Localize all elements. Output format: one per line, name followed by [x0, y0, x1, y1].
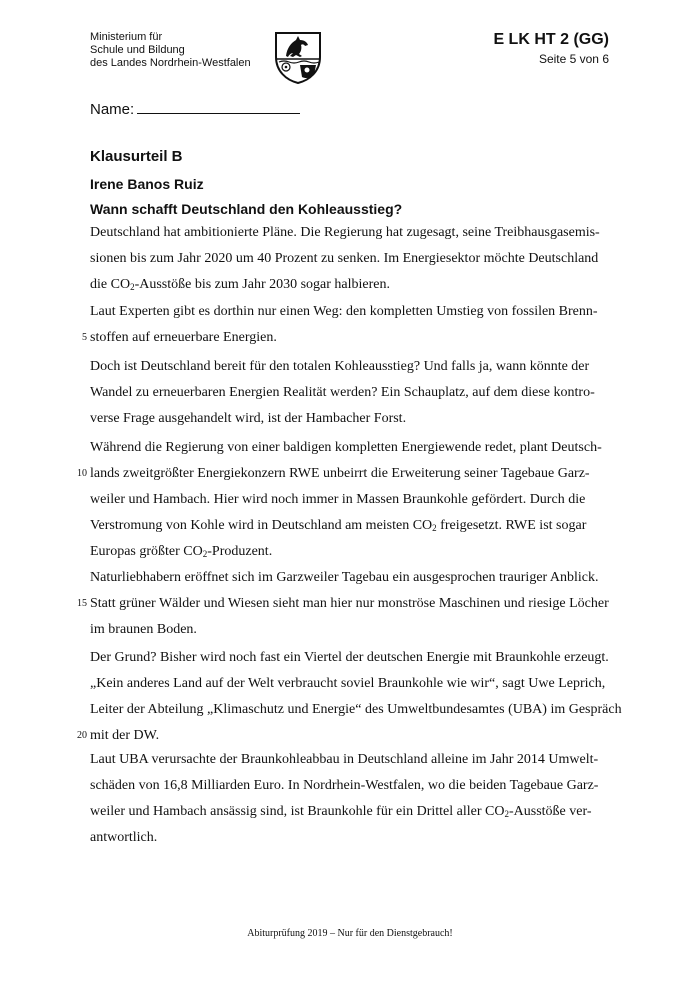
paragraph	[77, 565, 610, 643]
paragraph	[90, 220, 610, 298]
paragraph	[77, 435, 610, 565]
name-label: Name:	[90, 101, 135, 118]
text-line: Naturliebhabern eröffnet sich im Garzweiler Tagebau ein ausgesprochen trauriger Anblick.	[90, 570, 599, 585]
paragraph	[90, 747, 610, 851]
text-line: Leiter der Abteilung „Klimaschutz und Energie“ des Umweltbundesamtes (UBA) im Gespräch	[90, 702, 622, 717]
article-headline: Wann schafft Deutschland den Kohleausstieg?	[90, 201, 403, 217]
text-line: schäden von 16,8 Milliarden Euro. In Nordrhein-Westfalen, wo die beiden Tagebaue Garz-	[90, 778, 599, 793]
text-line: Doch ist Deutschland bereit für den totalen Kohleausstieg? Und falls ja, wann könnte der	[90, 359, 590, 374]
text-line: 20 mit der DW.	[90, 723, 610, 749]
text-line: Wandel zu erneuerbaren Energien Realität werden? Ein Schauplatz, auf dem diese kontro-	[90, 385, 595, 400]
subscript: 2	[130, 282, 135, 292]
page-number: Seite 5 von 6	[538, 52, 609, 66]
text-line: antwortlich.	[90, 830, 158, 845]
ministry-line: des Landes Nordrhein-Westfalen	[90, 57, 251, 69]
text-line: Der Grund? Bisher wird noch fast ein Viertel der deutschen Energie mit Braunkohle erzeugt.	[90, 650, 609, 665]
ministry-line: Ministerium für	[90, 31, 163, 43]
exam-code: E LK HT 2 (GG)	[493, 31, 609, 48]
line-number: 5	[82, 332, 87, 343]
text-line: Verstromung von Kohle wird in Deutschland am meisten $CO_2$ freigesetzt. RWE ist sogar	[90, 518, 587, 533]
text-line: weiler und Hambach ansässig sind, ist Braunkohle für ein Drittel aller $CO_2$-Ausstöße ver-	[90, 804, 592, 819]
paragraph	[90, 354, 610, 432]
paragraph	[77, 645, 622, 749]
line-number: 20	[77, 730, 87, 741]
subscript: 2	[202, 549, 208, 559]
text-line: 5 stoffen auf erneuerbare Energien.	[90, 325, 610, 351]
line-number: 15	[77, 598, 87, 609]
text-line: im braunen Boden.	[90, 622, 197, 637]
text-line: Europas größter $CO_2$-Produzent.	[90, 544, 273, 559]
ministry-line: Schule und Bildung	[90, 44, 185, 56]
paragraph	[82, 299, 610, 351]
name-field	[90, 98, 300, 118]
text-line: 15 Statt grüner Wälder und Wiesen sieht man hier nur monströse Maschinen und riesige Löcher	[90, 591, 610, 617]
text-line: Laut Experten gibt es dorthin nur einen Weg: den kompletten Umstieg von fossilen Brenn-	[90, 304, 598, 319]
text-line: „Kein anderes Land auf der Welt verbraucht soviel Braunkohle wie wir“, sagt Uwe Leprich,	[90, 676, 606, 691]
subscript: 2	[504, 809, 509, 819]
text-line: Laut UBA verursachte der Braunkohleabbau in Deutschland alleine im Jahr 2014 Umwelt-	[90, 752, 599, 767]
ministry-name	[90, 31, 251, 70]
text-line: verse Frage ausgehandelt wird, ist der Hambacher Forst.	[90, 411, 407, 426]
footer-note: Abiturprüfung 2019 – Nur für den Dienstgebrauch!	[247, 928, 453, 939]
text-line: sionen bis zum Jahr 2020 um 40 Prozent zu senken. Im Energiesektor möchte Deutschland	[90, 251, 599, 266]
nrw-crest-icon	[274, 31, 322, 85]
line-number: 10	[77, 468, 87, 479]
text-line: die $CO_2$-Ausstöße bis zum Jahr 2030 sogar halbieren.	[90, 277, 391, 292]
part-title: Klausurteil B	[90, 148, 183, 165]
author: Irene Banos Ruiz	[90, 176, 204, 192]
text-line: Während die Regierung von einer baldigen kompletten Energiewende redet, plant Deutsch-	[90, 440, 602, 455]
text-line: Deutschland hat ambitionierte Pläne. Die Regierung hat zugesagt, seine Treibhausgasemis-	[90, 225, 600, 240]
text-line: weiler und Hambach. Hier wird noch immer in Massen Braunkohle gefördert. Durch die	[90, 492, 586, 507]
text-line: 10 lands zweitgrößter Energiekonzern RWE unbeirrt die Erweiterung seiner Tagebaue Garz-	[90, 461, 610, 487]
name-blank-line	[137, 98, 300, 114]
subscript: 2	[432, 523, 437, 533]
